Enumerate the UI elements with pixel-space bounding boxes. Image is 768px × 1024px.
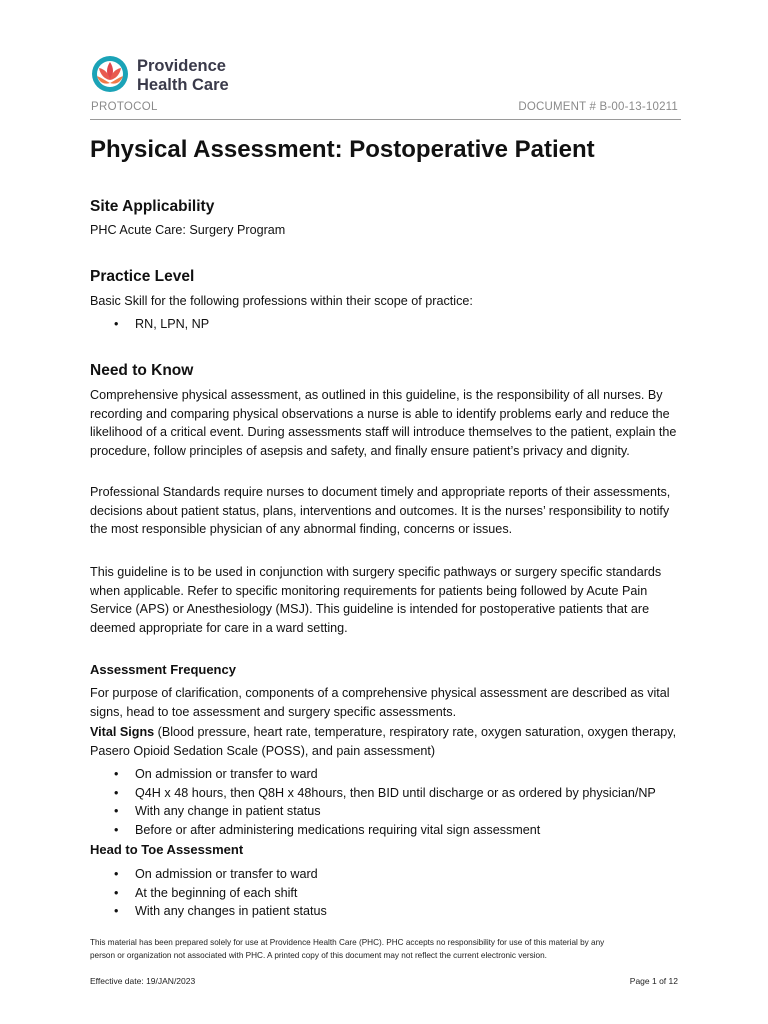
need-to-know-paragraph-1: Comprehensive physical assessment, as outlined in this guideline, is the responsibility of all nurses. By recording and comparing physical observations a nurse is able to identify problems early and reduce the likelihood of a critical event. During assessments staff will introduce themselves to the patient, explain the procedure, follow principles of asepsis and safety, and finally ensure patient’s privacy and dignity. — [90, 388, 677, 458]
footer-disclaimer-line1: This material has been prepared solely for use at Providence Health Care (PHC). PHC accepts no responsibility for use of this material by any — [90, 938, 605, 947]
assessment-frequency-heading: Assessment Frequency — [90, 662, 236, 677]
practice-level-list — [90, 315, 690, 334]
head-to-toe-list — [90, 865, 690, 921]
vital-signs-paragraph — [90, 723, 690, 760]
document-number: DOCUMENT # B-00-13-10211 — [518, 101, 678, 113]
head-to-toe-heading: Head to Toe Assessment — [90, 842, 244, 857]
list-item: • On admission or transfer to ward — [90, 865, 690, 884]
need-to-know-heading: Need to Know — [90, 362, 194, 379]
list-item: • Q4H x 48 hours, then Q8H x 48hours, then BID until discharge or as ordered by physician/NP — [90, 784, 690, 803]
practice-level-text: Basic Skill for the following professions within their scope of practice: — [90, 294, 473, 308]
practice-level-heading: Practice Level — [90, 268, 195, 285]
footer-disclaimer — [90, 936, 690, 962]
effective-date: Effective date: 19/JAN/2023 — [90, 976, 196, 986]
vital-signs-label: Vital Signs — [90, 725, 155, 739]
vital-signs-description: (Blood pressure, heart rate, temperature, respiratory rate, oxygen saturation, oxygen therapy, Pasero Opioid Sedation Scale (POSS), and pain assessment) — [90, 725, 677, 758]
doc-type-label: PROTOCOL — [91, 101, 158, 113]
assessment-frequency-intro: For purpose of clarification, components of a comprehensive physical assessment are described as vital signs, head to toe assessment and surgery specific assessments. — [90, 686, 670, 719]
list-item: • With any change in patient status — [90, 802, 690, 821]
header-divider — [90, 119, 681, 120]
page-title: Physical Assessment: Postoperative Patient — [90, 136, 595, 163]
brand-name-line1: Providence — [137, 57, 226, 75]
list-item: • Before or after administering medications requiring vital sign assessment — [90, 821, 690, 840]
list-item: • On admission or transfer to ward — [90, 765, 690, 784]
site-applicability-heading: Site Applicability — [90, 198, 215, 215]
list-item: • With any changes in patient status — [90, 902, 690, 921]
footer-disclaimer-line2: person or organization not associated with PHC. A printed copy of this document may not reflect the current electronic version. — [90, 951, 547, 960]
vital-signs-list — [90, 765, 690, 839]
brand-name — [137, 57, 229, 95]
need-to-know-paragraph-3: This guideline is to be used in conjunction with surgery specific pathways or surgery specific standards when applicable. Refer to specific monitoring requirements for patients being followed by Acute Pain Service (APS) or Anesthesiology (MSJ). This guideline is intended for postoperative patients that are deemed appropriate for care in a ward setting. — [90, 565, 662, 635]
site-applicability-text: PHC Acute Care: Surgery Program — [90, 223, 286, 237]
list-item: • RN, LPN, NP — [90, 315, 690, 334]
brand-name-line2: Health Care — [137, 76, 229, 94]
list-item: • At the beginning of each shift — [90, 884, 690, 903]
need-to-know-paragraph-2: Professional Standards require nurses to document timely and appropriate reports of their assessments, decisions about patient status, plans, interventions and outcomes. It is the nurses’ responsibility to notify the most responsible physician of any abnormal finding, concerns or issues. — [90, 485, 671, 537]
page-number: Page 1 of 12 — [629, 976, 678, 986]
